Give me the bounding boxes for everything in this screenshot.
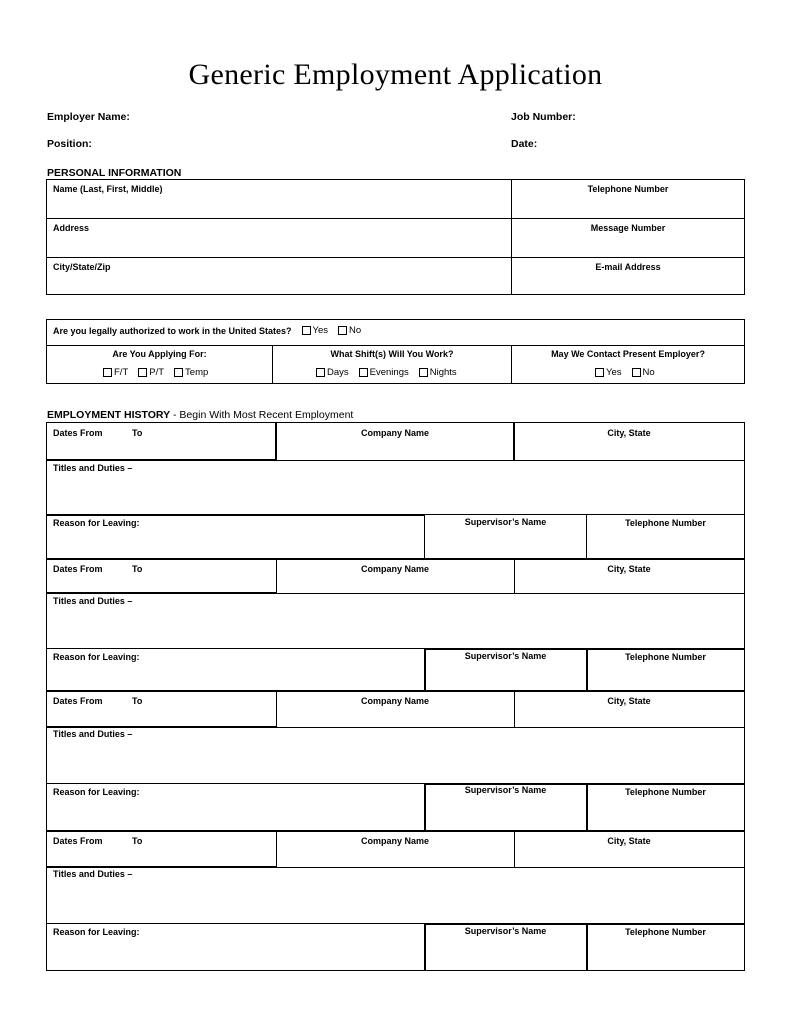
name-field[interactable]: Name (Last, First, Middle) (53, 184, 163, 194)
personal-info-heading: PERSONAL INFORMATION (47, 167, 182, 179)
reason-leaving-field[interactable]: Reason for Leaving: (53, 518, 140, 528)
heading-note: - Begin With Most Recent Employment (170, 409, 354, 421)
divider (276, 727, 745, 728)
divider (46, 866, 276, 868)
divider (276, 593, 745, 594)
checkbox-icon[interactable] (316, 368, 325, 377)
authorized-no-option[interactable] (338, 325, 361, 336)
dates-from-field[interactable]: Dates From (53, 836, 103, 846)
contact-employer-label: May We Contact Present Employer? (551, 349, 705, 359)
applying-for-options (103, 367, 218, 378)
employer-telephone-field[interactable]: Telephone Number (625, 927, 706, 937)
employer-telephone-field[interactable]: Telephone Number (625, 787, 706, 797)
option-label: Temp (185, 367, 209, 378)
employment-history-heading (47, 409, 353, 421)
dates-to-field[interactable]: To (132, 696, 143, 706)
divider (46, 648, 424, 649)
pt-option[interactable] (138, 367, 164, 378)
checkbox-icon[interactable] (595, 368, 604, 377)
date-label: Date: (511, 138, 538, 150)
divider (276, 460, 745, 461)
dates-to-field[interactable]: To (132, 428, 143, 438)
dates-from-field[interactable]: Dates From (53, 564, 103, 574)
nights-option[interactable] (419, 367, 457, 378)
evenings-option[interactable] (359, 367, 409, 378)
supervisor-name-field[interactable]: Supervisor’s Name (464, 785, 547, 795)
checkbox-icon[interactable] (174, 368, 183, 377)
divider (46, 459, 276, 461)
company-name-field[interactable]: Company Name (360, 428, 430, 438)
option-label: Yes (606, 367, 622, 378)
supervisor-name-field[interactable]: Supervisor’s Name (464, 517, 547, 527)
option-label: Days (327, 367, 349, 378)
titles-duties-field[interactable]: Titles and Duties – (53, 463, 133, 473)
employer-telephone-field[interactable]: Telephone Number (625, 518, 706, 528)
city-state-field[interactable]: City, State (607, 564, 651, 574)
address-field[interactable]: Address (53, 223, 90, 233)
authorized-yes-option[interactable] (302, 325, 329, 336)
divider (46, 257, 745, 258)
divider (46, 690, 745, 692)
contact-no-option[interactable] (632, 367, 655, 378)
divider (46, 218, 745, 219)
checkbox-icon[interactable] (302, 326, 311, 335)
applying-for-label: Are You Applying For: (112, 349, 207, 359)
option-label: Nights (429, 367, 457, 378)
divider (46, 345, 745, 346)
contact-yes-option[interactable] (595, 367, 622, 378)
employer-telephone-field[interactable]: Telephone Number (625, 652, 706, 662)
company-name-field[interactable]: Company Name (360, 696, 430, 706)
work-authorization-row (53, 325, 371, 336)
divider (276, 867, 745, 868)
dates-from-field[interactable]: Dates From (53, 428, 103, 438)
checkbox-icon[interactable] (338, 326, 347, 335)
checkbox-icon[interactable] (138, 368, 147, 377)
option-label: No (349, 325, 362, 336)
titles-duties-field[interactable]: Titles and Duties – (53, 596, 133, 606)
supervisor-name-field[interactable]: Supervisor’s Name (464, 651, 547, 661)
divider (46, 830, 745, 832)
checkbox-icon[interactable] (419, 368, 428, 377)
option-label: Yes (312, 325, 329, 336)
city-state-field[interactable]: City, State (607, 428, 651, 438)
contact-options (595, 367, 665, 378)
option-label: F/T (114, 367, 129, 378)
city-state-zip-field[interactable]: City/State/Zip (53, 262, 111, 272)
telephone-field[interactable]: Telephone Number (587, 184, 669, 194)
option-label: No (642, 367, 655, 378)
company-name-field[interactable]: Company Name (360, 564, 430, 574)
divider (46, 783, 424, 784)
email-field[interactable]: E-mail Address (595, 262, 661, 272)
reason-leaving-field[interactable]: Reason for Leaving: (53, 927, 140, 937)
dates-to-field[interactable]: To (132, 836, 143, 846)
days-option[interactable] (316, 367, 349, 378)
dates-from-field[interactable]: Dates From (53, 696, 103, 706)
supervisor-name-field[interactable]: Supervisor’s Name (464, 926, 547, 936)
temp-option[interactable] (174, 367, 208, 378)
divider (424, 648, 745, 650)
dates-to-field[interactable]: To (132, 564, 143, 574)
company-name-field[interactable]: Company Name (360, 836, 430, 846)
divider (46, 558, 745, 560)
city-state-field[interactable]: City, State (607, 696, 651, 706)
divider (46, 923, 424, 924)
option-label: Evenings (369, 367, 409, 378)
message-number-field[interactable]: Message Number (590, 223, 666, 233)
titles-duties-field[interactable]: Titles and Duties – (53, 729, 133, 739)
divider (46, 592, 276, 594)
employer-name-label: Employer Name: (47, 111, 130, 123)
checkbox-icon[interactable] (103, 368, 112, 377)
divider (46, 514, 424, 516)
divider (511, 179, 512, 295)
job-number-label: Job Number: (511, 111, 576, 123)
option-label: P/T (149, 367, 165, 378)
divider (46, 726, 276, 728)
position-label: Position: (47, 138, 92, 150)
personal-info-table (46, 179, 745, 295)
work-authorization-question: Are you legally authorized to work in the United States? (53, 325, 292, 336)
page-title: Generic Employment Application (188, 58, 603, 91)
ft-option[interactable] (103, 367, 128, 378)
checkbox-icon[interactable] (359, 368, 368, 377)
heading-text: EMPLOYMENT HISTORY (47, 409, 171, 421)
titles-duties-field[interactable]: Titles and Duties – (53, 869, 133, 879)
divider (424, 923, 745, 925)
reason-leaving-field[interactable]: Reason for Leaving: (53, 787, 140, 797)
divider (424, 514, 745, 515)
reason-leaving-field[interactable]: Reason for Leaving: (53, 652, 140, 662)
checkbox-icon[interactable] (632, 368, 641, 377)
shift-options (316, 367, 467, 378)
shift-question-label: What Shift(s) Will You Work? (330, 349, 454, 359)
city-state-field[interactable]: City, State (607, 836, 651, 846)
